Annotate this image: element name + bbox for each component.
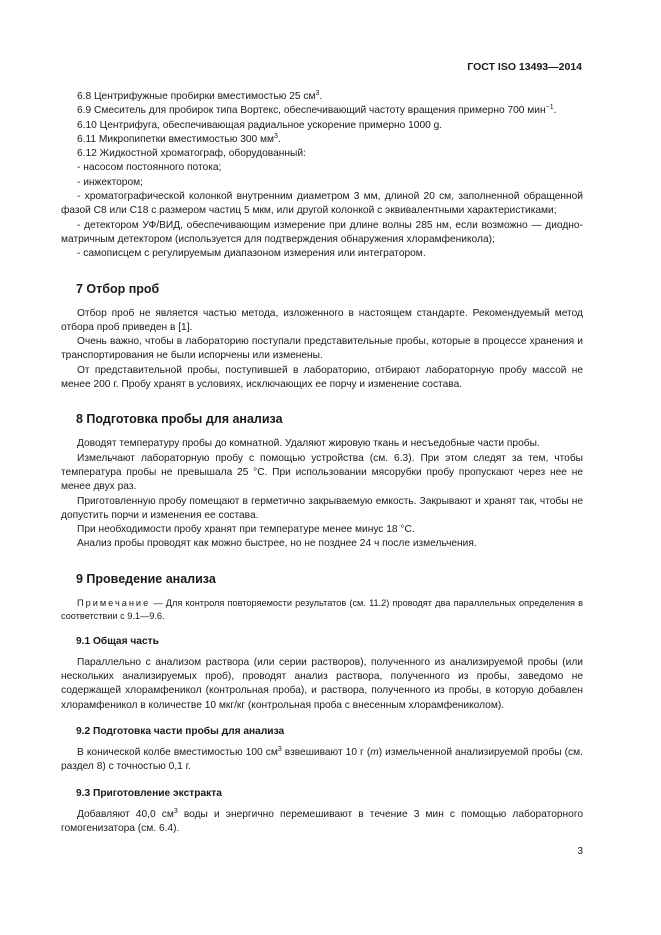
paragraph: Параллельно с анализом раствора (или серии растворов), полученного из анализируемой пробы (или нескольких анализируемых проб), проводят анализ раствора, полученного из пробы, заведомо не содержащей хлорамфеникол (контрольная проба), и раствора, полученного из пробы, в которую добавлен хлорамфеникол в количестве 10 мкг/кг (контрольная проба с внесенным хлорамфениколом). xyxy=(61,656,583,711)
subsection-9-2-heading: 9.2 Подготовка части пробы для анализа xyxy=(76,725,285,737)
paragraph: Измельчают лабораторную пробу с помощью устройства (см. 6.3). При этом следят за тем, чтобы температура пробы не превышала 25 °С. При использовании мясорубки пробу пропускают через нее не менее двух раз. xyxy=(61,452,583,493)
paragraph: Добавляют 40,0 $см^3$ воды и энергично перемешивают в течение 3 мин с помощью лабораторного гомогенизатора (см. 6.4). xyxy=(61,807,583,834)
subsection-9-1-heading: 9.1 Общая часть xyxy=(76,635,159,647)
equipment-item: 6.8 Центрифужные пробирки вместимостью 25 $см^3$. xyxy=(77,90,323,102)
hplc-list-item: - насосом постоянного потока; xyxy=(77,162,222,174)
note-label: Примечание xyxy=(77,597,151,608)
section-7-heading: 7 Отбор проб xyxy=(76,281,160,296)
page-number: 3 xyxy=(577,846,583,857)
paragraph: Отбор проб не является частью метода, изложенного в настоящем стандарте. Рекомендуемый метод отбора проб приведен в [1]. xyxy=(61,307,583,333)
paragraph: От представительной пробы, поступившей в лабораторию, отбирают лабораторную пробу массой не менее 200 г. Пробу хранят в условиях, исключающих ее порчу и изменение состава. xyxy=(61,364,583,391)
paragraph: В конической колбе вместимостью 100 $см^3$ взвешивают 10 г (m) измельченной анализируемой пробы (см. раздел 8) с точностью 0,1 г. xyxy=(61,745,583,773)
paragraph: Доводят температуру пробы до комнатной. Удаляют жировую ткань и несъедобные части пробы. xyxy=(77,438,540,450)
document-header: ГОСТ ISO 13493—2014 xyxy=(467,61,582,73)
subsection-9-3-heading: 9.3 Приготовление экстракта xyxy=(76,787,222,799)
paragraph: Анализ пробы проводят как можно быстрее, но не позднее 24 ч после измельчения. xyxy=(77,538,477,550)
paragraph: Приготовленную пробу помещают в герметично закрываемую емкость. Закрывают и хранят так, чтобы не допустить порчи и изменения ее состава. xyxy=(61,495,583,521)
paragraph: Очень важно, чтобы в лабораторию поступали представительные пробы, которые в процессе хранения и транспортирования не были испорчены или изменены. xyxy=(61,336,583,362)
equipment-item: 6.10 Центрифуга, обеспечивающая радиальное ускорение примерно 1000 g. xyxy=(77,119,443,131)
equipment-item: 6.12 Жидкостной хроматограф, оборудованный: xyxy=(77,148,306,160)
paragraph: При необходимости пробу хранят при температуре менее минус 18 °С. xyxy=(77,524,415,536)
hplc-list-item: - инжектором; xyxy=(77,176,143,188)
section-8-heading: 8 Подготовка пробы для анализа xyxy=(76,412,283,427)
hplc-list-item: - самописцем с регулируемым диапазоном измерения или интегратором. xyxy=(77,248,426,260)
hplc-list-item: - хроматографической колонкой внутренним диаметром 3 мм, длиной 20 см, заполненной обращенной фазой С8 или С18 с размером частиц 5 мкм, или другой колонкой с эквивалентными характеристиками; xyxy=(61,191,583,217)
equipment-item: 6.9 Смеситель для пробирок типа Вортекс, обеспечивающий частоту вращения примерно 700 мин$^{-1}$. xyxy=(77,104,557,117)
note xyxy=(61,597,583,623)
hplc-list-item: - детектором УФ/ВИД, обеспечивающим измерение при длине волны 285 нм, если возможно — диодно-матричным детектором (используется для подтверждения обнаружения хлорамфеникола); xyxy=(61,219,583,245)
equipment-item: 6.11 Микропипетки вместимостью 300 $мм^3$. xyxy=(77,132,281,145)
section-9-heading: 9 Проведение анализа xyxy=(76,571,216,586)
note-text: — Для контроля повторяемости результатов (см. 11.2) проводят два параллельных определения в соответствии с 9.1—9.6. xyxy=(61,597,583,621)
document-body xyxy=(61,90,583,836)
